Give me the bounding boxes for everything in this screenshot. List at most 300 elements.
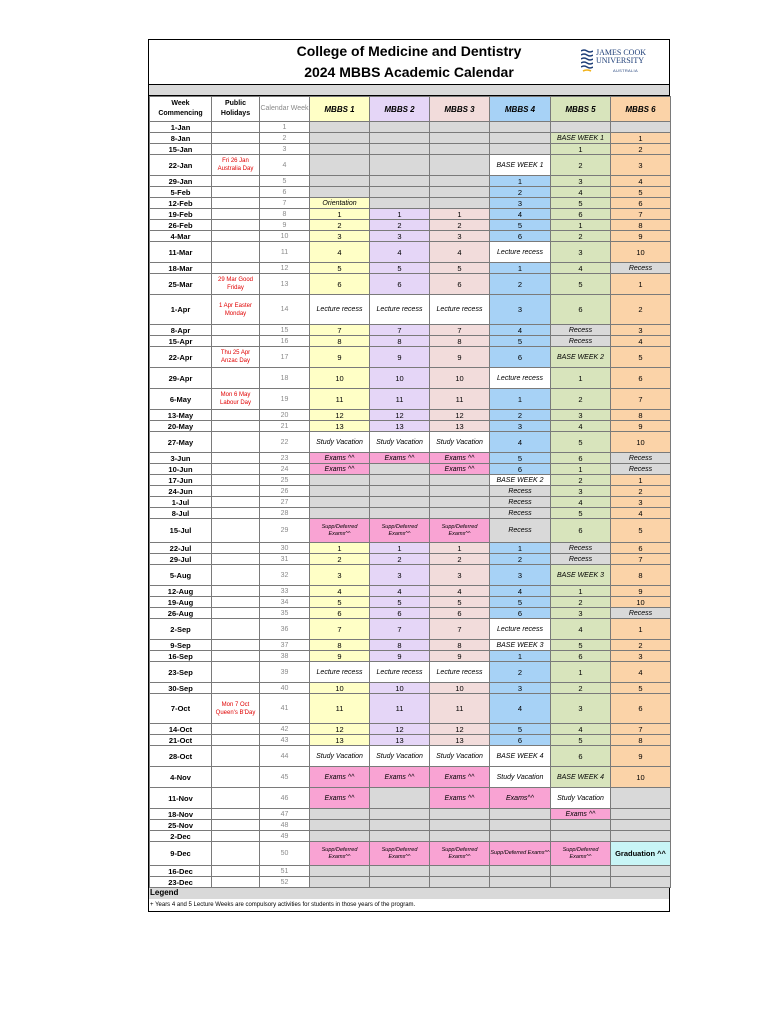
table-row: [150, 683, 671, 694]
mbbs5-cell: 2: [551, 155, 611, 176]
public-holiday-cell: [212, 144, 260, 155]
mbbs4-cell: 3: [490, 683, 551, 694]
mbbs1-cell: [310, 122, 370, 133]
col-public-holidays: Public Holidays: [212, 97, 260, 122]
mbbs2-cell: [370, 155, 430, 176]
mbbs6-cell: Recess: [611, 608, 671, 619]
table-row: [150, 662, 671, 683]
mbbs2-cell: [370, 866, 430, 877]
table-row: [150, 453, 671, 464]
mbbs1-cell: 5: [310, 263, 370, 274]
table-row: [150, 640, 671, 651]
mbbs6-cell: Graduation ^^: [611, 842, 671, 866]
mbbs1-cell: [310, 866, 370, 877]
table-row: [150, 410, 671, 421]
mbbs4-cell: Recess: [490, 519, 551, 543]
col-mbbs3: MBBS 3: [430, 97, 490, 122]
mbbs6-cell: [611, 788, 671, 809]
university-logo: [581, 49, 665, 77]
mbbs6-cell: Recess: [611, 453, 671, 464]
mbbs5-cell: 2: [551, 475, 611, 486]
mbbs4-cell: Lecture recess: [490, 368, 551, 389]
public-holiday-cell: [212, 767, 260, 788]
public-holiday-cell: [212, 519, 260, 543]
public-holiday-cell: [212, 453, 260, 464]
mbbs5-cell: Recess: [551, 325, 611, 336]
mbbs3-cell: Exams ^^: [430, 788, 490, 809]
mbbs4-cell: [490, 809, 551, 820]
mbbs2-cell: 7: [370, 619, 430, 640]
public-holiday-cell: 29 Mar Good Friday: [212, 274, 260, 295]
calendar-week-cell: 36: [260, 619, 310, 640]
mbbs6-cell: 2: [611, 144, 671, 155]
public-holiday-cell: [212, 662, 260, 683]
mbbs5-cell: 6: [551, 746, 611, 767]
mbbs1-cell: 10: [310, 368, 370, 389]
public-holiday-cell: [212, 242, 260, 263]
mbbs3-cell: 10: [430, 683, 490, 694]
table-row: [150, 877, 671, 888]
public-holiday-cell: Mon 6 May Labour Day: [212, 389, 260, 410]
mbbs4-cell: 6: [490, 735, 551, 746]
mbbs4-cell: Recess: [490, 486, 551, 497]
table-row: [150, 597, 671, 608]
mbbs1-cell: Lecture recess: [310, 295, 370, 325]
mbbs3-cell: 12: [430, 410, 490, 421]
mbbs2-cell: 6: [370, 274, 430, 295]
week-commencing-cell: 30-Sep: [150, 683, 212, 694]
table-row: [150, 694, 671, 724]
table-row: [150, 619, 671, 640]
public-holiday-cell: Mon 7 Oct Queen's B'Day: [212, 694, 260, 724]
public-holiday-cell: [212, 198, 260, 209]
mbbs1-cell: 8: [310, 336, 370, 347]
mbbs5-cell: BASE WEEK 1: [551, 133, 611, 144]
table-row: [150, 231, 671, 242]
mbbs4-cell: [490, 820, 551, 831]
calendar-week-cell: 31: [260, 554, 310, 565]
table-row: [150, 198, 671, 209]
mbbs3-cell: 9: [430, 347, 490, 368]
calendar-week-cell: 51: [260, 866, 310, 877]
mbbs3-cell: 7: [430, 619, 490, 640]
calendar-week-cell: 20: [260, 410, 310, 421]
mbbs5-cell: 4: [551, 619, 611, 640]
mbbs2-cell: 10: [370, 368, 430, 389]
week-commencing-cell: 24-Jun: [150, 486, 212, 497]
mbbs4-cell: Recess: [490, 497, 551, 508]
mbbs1-cell: [310, 820, 370, 831]
calendar-week-cell: 30: [260, 543, 310, 554]
calendar-week-cell: 44: [260, 746, 310, 767]
week-commencing-cell: 25-Nov: [150, 820, 212, 831]
calendar-week-cell: 4: [260, 155, 310, 176]
mbbs3-cell: Study Vacation: [430, 746, 490, 767]
week-commencing-cell: 11-Mar: [150, 242, 212, 263]
calendar-week-cell: 22: [260, 432, 310, 453]
calendar-week-cell: 50: [260, 842, 310, 866]
mbbs3-cell: [430, 176, 490, 187]
mbbs2-cell: [370, 820, 430, 831]
table-row: [150, 421, 671, 432]
mbbs3-cell: Lecture recess: [430, 295, 490, 325]
table-row: [150, 497, 671, 508]
public-holiday-cell: [212, 508, 260, 519]
mbbs4-cell: 1: [490, 263, 551, 274]
mbbs5-cell: 4: [551, 497, 611, 508]
mbbs3-cell: 8: [430, 640, 490, 651]
mbbs1-cell: Orientation: [310, 198, 370, 209]
mbbs5-cell: 3: [551, 694, 611, 724]
week-commencing-cell: 2-Dec: [150, 831, 212, 842]
mbbs2-cell: [370, 133, 430, 144]
mbbs6-cell: 3: [611, 651, 671, 662]
mbbs2-cell: [370, 486, 430, 497]
mbbs2-cell: 9: [370, 347, 430, 368]
mbbs4-cell: Supp/Deferred Exams^^: [490, 842, 551, 866]
mbbs2-cell: Supp/Deferred Exams^^: [370, 519, 430, 543]
mbbs6-cell: 4: [611, 176, 671, 187]
jcu-waves-logo-icon: [581, 49, 593, 73]
mbbs1-cell: Study Vacation: [310, 746, 370, 767]
week-commencing-cell: 29-Jan: [150, 176, 212, 187]
public-holiday-cell: [212, 809, 260, 820]
mbbs2-cell: [370, 475, 430, 486]
mbbs5-cell: Study Vacation: [551, 788, 611, 809]
mbbs6-cell: 5: [611, 683, 671, 694]
mbbs3-cell: [430, 122, 490, 133]
week-commencing-cell: 9-Dec: [150, 842, 212, 866]
mbbs2-cell: Supp/Deferred Exams^^: [370, 842, 430, 866]
mbbs2-cell: 1: [370, 209, 430, 220]
table-row: [150, 133, 671, 144]
mbbs2-cell: 3: [370, 565, 430, 586]
mbbs5-cell: [551, 831, 611, 842]
mbbs6-cell: 10: [611, 597, 671, 608]
column-header-row: [150, 97, 671, 122]
mbbs2-cell: [370, 187, 430, 198]
mbbs4-cell: 4: [490, 586, 551, 597]
mbbs4-cell: [490, 122, 551, 133]
mbbs6-cell: [611, 877, 671, 888]
table-row: [150, 475, 671, 486]
public-holiday-cell: [212, 133, 260, 144]
mbbs1-cell: 7: [310, 619, 370, 640]
calendar-week-cell: 17: [260, 347, 310, 368]
mbbs2-cell: 13: [370, 421, 430, 432]
week-commencing-cell: 7-Oct: [150, 694, 212, 724]
week-commencing-cell: 26-Aug: [150, 608, 212, 619]
mbbs2-cell: 10: [370, 683, 430, 694]
mbbs3-cell: 3: [430, 565, 490, 586]
mbbs2-cell: Study Vacation: [370, 746, 430, 767]
mbbs6-cell: 1: [611, 133, 671, 144]
calendar-week-cell: 24: [260, 464, 310, 475]
mbbs2-cell: 2: [370, 554, 430, 565]
table-row: [150, 336, 671, 347]
calendar-week-cell: 13: [260, 274, 310, 295]
table-row: [150, 608, 671, 619]
calendar-week-cell: 1: [260, 122, 310, 133]
col-mbbs1: MBBS 1: [310, 97, 370, 122]
mbbs2-cell: Exams ^^: [370, 453, 430, 464]
week-commencing-cell: 1-Jul: [150, 497, 212, 508]
mbbs4-cell: 1: [490, 651, 551, 662]
calendar-week-cell: 37: [260, 640, 310, 651]
mbbs1-cell: [310, 831, 370, 842]
mbbs4-cell: 1: [490, 176, 551, 187]
mbbs2-cell: 7: [370, 325, 430, 336]
mbbs6-cell: 1: [611, 475, 671, 486]
mbbs6-cell: 8: [611, 735, 671, 746]
mbbs6-cell: 4: [611, 336, 671, 347]
mbbs5-cell: 2: [551, 597, 611, 608]
calendar-week-cell: 33: [260, 586, 310, 597]
mbbs4-cell: BASE WEEK 2: [490, 475, 551, 486]
mbbs4-cell: 4: [490, 432, 551, 453]
mbbs5-cell: [551, 122, 611, 133]
week-commencing-cell: 1-Apr: [150, 295, 212, 325]
mbbs4-cell: 2: [490, 410, 551, 421]
logo-line2: UNIVERSITY: [596, 56, 644, 65]
public-holiday-cell: [212, 640, 260, 651]
mbbs4-cell: 2: [490, 554, 551, 565]
mbbs1-cell: 5: [310, 597, 370, 608]
mbbs3-cell: [430, 866, 490, 877]
mbbs6-cell: 6: [611, 368, 671, 389]
table-row: [150, 842, 671, 866]
mbbs6-cell: 2: [611, 295, 671, 325]
mbbs1-cell: [310, 508, 370, 519]
mbbs4-cell: 4: [490, 694, 551, 724]
calendar-week-cell: 18: [260, 368, 310, 389]
mbbs3-cell: 13: [430, 735, 490, 746]
mbbs3-cell: 4: [430, 586, 490, 597]
mbbs4-cell: [490, 831, 551, 842]
calendar-week-cell: 39: [260, 662, 310, 683]
mbbs2-cell: [370, 831, 430, 842]
week-commencing-cell: 29-Apr: [150, 368, 212, 389]
mbbs3-cell: [430, 877, 490, 888]
table-row: [150, 122, 671, 133]
public-holiday-cell: [212, 842, 260, 866]
mbbs3-cell: 7: [430, 325, 490, 336]
week-commencing-cell: 4-Mar: [150, 231, 212, 242]
mbbs3-cell: 2: [430, 220, 490, 231]
mbbs3-cell: [430, 820, 490, 831]
calendar-week-cell: 23: [260, 453, 310, 464]
mbbs1-cell: 3: [310, 231, 370, 242]
public-holiday-cell: [212, 475, 260, 486]
mbbs6-cell: 8: [611, 220, 671, 231]
mbbs5-cell: Recess: [551, 336, 611, 347]
table-row: [150, 586, 671, 597]
mbbs6-cell: Recess: [611, 263, 671, 274]
mbbs6-cell: 9: [611, 746, 671, 767]
mbbs3-cell: 1: [430, 209, 490, 220]
mbbs2-cell: Lecture recess: [370, 662, 430, 683]
week-commencing-cell: 17-Jun: [150, 475, 212, 486]
week-commencing-cell: 23-Dec: [150, 877, 212, 888]
mbbs6-cell: 4: [611, 662, 671, 683]
public-holiday-cell: [212, 831, 260, 842]
calendar-week-cell: 29: [260, 519, 310, 543]
mbbs1-cell: 1: [310, 543, 370, 554]
mbbs5-cell: BASE WEEK 4: [551, 767, 611, 788]
mbbs2-cell: 8: [370, 640, 430, 651]
mbbs3-cell: [430, 144, 490, 155]
mbbs2-cell: 4: [370, 586, 430, 597]
mbbs5-cell: 4: [551, 724, 611, 735]
mbbs6-cell: 2: [611, 640, 671, 651]
page-title: College of Medicine and Dentistry: [296, 43, 522, 59]
mbbs5-cell: 4: [551, 187, 611, 198]
mbbs5-cell: 2: [551, 683, 611, 694]
table-row: [150, 155, 671, 176]
calendar-week-cell: 2: [260, 133, 310, 144]
mbbs3-cell: [430, 497, 490, 508]
calendar-week-cell: 34: [260, 597, 310, 608]
week-commencing-cell: 16-Dec: [150, 866, 212, 877]
mbbs3-cell: [430, 809, 490, 820]
calendar-table: [149, 96, 671, 888]
mbbs4-cell: 6: [490, 464, 551, 475]
mbbs1-cell: [310, 877, 370, 888]
week-commencing-cell: 23-Sep: [150, 662, 212, 683]
public-holiday-cell: [212, 586, 260, 597]
week-commencing-cell: 6-May: [150, 389, 212, 410]
mbbs4-cell: 4: [490, 325, 551, 336]
mbbs6-cell: 6: [611, 694, 671, 724]
mbbs5-cell: 1: [551, 220, 611, 231]
mbbs3-cell: [430, 508, 490, 519]
mbbs4-cell: [490, 866, 551, 877]
public-holiday-cell: [212, 746, 260, 767]
public-holiday-cell: 1 Apr Easter Monday: [212, 295, 260, 325]
legend-title: Legend: [149, 888, 669, 899]
mbbs1-cell: [310, 486, 370, 497]
page-subtitle: 2024 MBBS Academic Calendar: [304, 64, 514, 80]
mbbs2-cell: 11: [370, 389, 430, 410]
mbbs5-cell: 3: [551, 410, 611, 421]
logo-name: [596, 49, 646, 65]
mbbs6-cell: 7: [611, 389, 671, 410]
mbbs5-cell: 3: [551, 242, 611, 263]
mbbs6-cell: 2: [611, 486, 671, 497]
mbbs5-cell: 4: [551, 421, 611, 432]
table-row: [150, 767, 671, 788]
table-row: [150, 820, 671, 831]
calendar-week-cell: 28: [260, 508, 310, 519]
mbbs3-cell: 8: [430, 336, 490, 347]
table-row: [150, 325, 671, 336]
mbbs5-cell: Recess: [551, 554, 611, 565]
mbbs5-cell: 5: [551, 432, 611, 453]
mbbs1-cell: [310, 155, 370, 176]
week-commencing-cell: 22-Apr: [150, 347, 212, 368]
mbbs1-cell: [310, 475, 370, 486]
mbbs4-cell: 2: [490, 187, 551, 198]
mbbs5-cell: 5: [551, 508, 611, 519]
mbbs6-cell: 10: [611, 767, 671, 788]
col-mbbs6: MBBS 6: [611, 97, 671, 122]
mbbs3-cell: [430, 187, 490, 198]
mbbs6-cell: 8: [611, 565, 671, 586]
mbbs5-cell: 2: [551, 389, 611, 410]
mbbs1-cell: [310, 144, 370, 155]
calendar-week-cell: 46: [260, 788, 310, 809]
mbbs4-cell: [490, 144, 551, 155]
mbbs6-cell: [611, 809, 671, 820]
table-row: [150, 187, 671, 198]
table-row: [150, 209, 671, 220]
mbbs2-cell: 13: [370, 735, 430, 746]
mbbs2-cell: 4: [370, 242, 430, 263]
mbbs5-cell: 5: [551, 274, 611, 295]
week-commencing-cell: 5-Aug: [150, 565, 212, 586]
mbbs5-cell: [551, 820, 611, 831]
week-commencing-cell: 3-Jun: [150, 453, 212, 464]
week-commencing-cell: 18-Mar: [150, 263, 212, 274]
public-holiday-cell: [212, 464, 260, 475]
mbbs4-cell: Recess: [490, 508, 551, 519]
mbbs1-cell: Exams ^^: [310, 767, 370, 788]
mbbs5-cell: 6: [551, 453, 611, 464]
mbbs2-cell: 8: [370, 336, 430, 347]
mbbs6-cell: 7: [611, 724, 671, 735]
mbbs4-cell: 2: [490, 662, 551, 683]
table-row: [150, 866, 671, 877]
week-commencing-cell: 12-Aug: [150, 586, 212, 597]
public-holiday-cell: [212, 122, 260, 133]
table-row: [150, 809, 671, 820]
mbbs3-cell: 13: [430, 421, 490, 432]
mbbs2-cell: [370, 809, 430, 820]
week-commencing-cell: 8-Jan: [150, 133, 212, 144]
mbbs6-cell: 5: [611, 519, 671, 543]
mbbs4-cell: 3: [490, 295, 551, 325]
mbbs5-cell: 5: [551, 640, 611, 651]
mbbs3-cell: 12: [430, 724, 490, 735]
mbbs5-cell: 1: [551, 586, 611, 597]
mbbs2-cell: [370, 497, 430, 508]
mbbs2-cell: 3: [370, 231, 430, 242]
public-holiday-cell: [212, 651, 260, 662]
mbbs5-cell: 3: [551, 608, 611, 619]
mbbs3-cell: 6: [430, 608, 490, 619]
calendar-week-cell: 49: [260, 831, 310, 842]
mbbs4-cell: Exams^^: [490, 788, 551, 809]
mbbs3-cell: 2: [430, 554, 490, 565]
mbbs4-cell: 4: [490, 209, 551, 220]
week-commencing-cell: 20-May: [150, 421, 212, 432]
public-holiday-cell: [212, 187, 260, 198]
mbbs3-cell: [430, 133, 490, 144]
week-commencing-cell: 25-Mar: [150, 274, 212, 295]
calendar-week-cell: 11: [260, 242, 310, 263]
mbbs5-cell: BASE WEEK 2: [551, 347, 611, 368]
table-row: [150, 347, 671, 368]
week-commencing-cell: 8-Jul: [150, 508, 212, 519]
week-commencing-cell: 2-Sep: [150, 619, 212, 640]
mbbs4-cell: 5: [490, 220, 551, 231]
public-holiday-cell: [212, 877, 260, 888]
mbbs2-cell: [370, 464, 430, 475]
mbbs1-cell: [310, 133, 370, 144]
mbbs3-cell: Supp/Deferred Exams^^: [430, 842, 490, 866]
legend-note: + Years 4 and 5 Lecture Weeks are compulsory activities for students in those years of the program.: [149, 899, 669, 911]
mbbs4-cell: 3: [490, 421, 551, 432]
